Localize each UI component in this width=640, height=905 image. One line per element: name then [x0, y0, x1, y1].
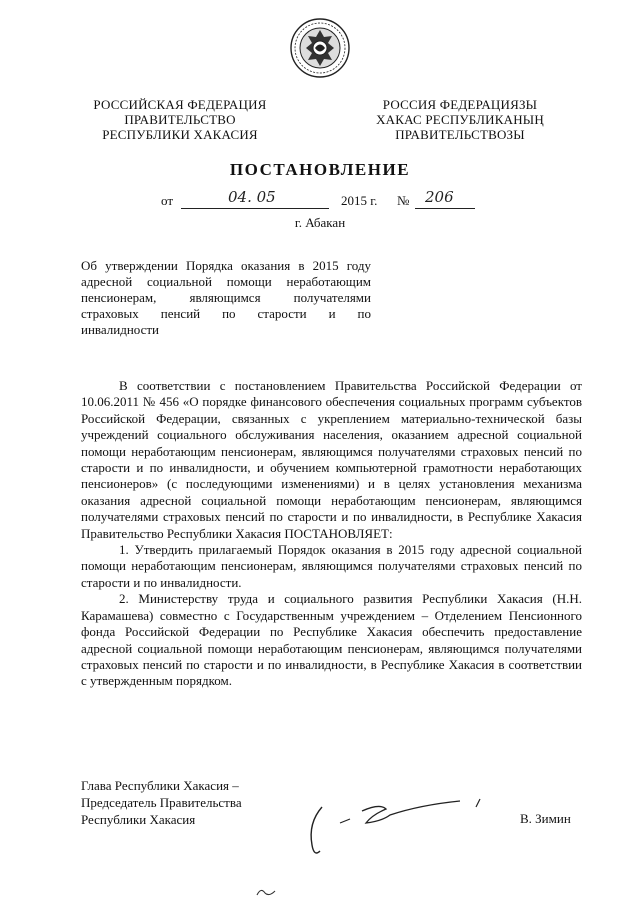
signatory-title-line: Председатель Правительства — [81, 795, 242, 810]
header-right-line: ПРАВИТЕЛЬСТВОЗЫ — [395, 127, 525, 142]
signatory-title-line: Глава Республики Хакасия – — [81, 778, 239, 793]
header-left-line: РЕСПУБЛИКИ ХАКАСИЯ — [102, 127, 258, 142]
handwritten-date: 04. 05 — [228, 188, 276, 206]
subject-line: инвалидности — [81, 322, 160, 337]
city-name: г. Абакан — [294, 215, 346, 230]
header-left — [60, 97, 300, 142]
header-left-line: РОССИЙСКАЯ ФЕДЕРАЦИЯ — [93, 97, 267, 112]
coat-of-arms-icon — [289, 17, 351, 79]
subject-line: пенсионерам, являющимся получателями — [81, 290, 371, 305]
body-paragraph: 1. Утвердить прилагаемый Порядок оказания в 2015 году адресной социальной помощи неработающим пенсионерам, являющимся получателями страховых пенсий по старости и по инвалидности. — [81, 542, 582, 590]
document-title: ПОСТАНОВЛЕНИЕ — [229, 160, 411, 179]
handwritten-number: 206 — [425, 188, 454, 206]
body-paragraph: В соответствии с постановлением Правительства Российской Федерации от 10.06.2011 № 456 «О порядке финансового обеспечения социальных программ субъектов Российской Федерации, связанных с укреплением материально-технической базы учреждений социального обслуживания населения, оказанием адресной социальной помощи неработающим пенсионерам, являющимся получателями страховых пенсий по старости и по инвалидности, и обучением компьютерной грамотности неработающих пенсионеров» (с последующими изменениями) и в целях установления механизма оказания адресной социальной помощи неработающим пенсионерам, являющимся получателями страховых пенсий по старости и по инвалидности, в Республике Хакасия Правительство Республики Хакасия ПОСТАНОВЛЯЕТ: — [81, 378, 582, 541]
date-year: 2015 г. — [341, 193, 378, 208]
body-paragraph: 2. Министерству труда и социального развития Республики Хакасия (Н.Н. Карамашева) совместно с Государственным учреждением – Отделением Пенсионного фонда Российской Федерации по Республике Хакасия обеспечить предоставление адресной социальной помощи неработающим пенсионерам, являющимся получателями страховых пенсий по старости и по инвалидности, в Республике Хакасия в соответствии с утвержденным порядком. — [81, 591, 582, 689]
date-prefix: от — [161, 193, 174, 208]
handwritten-signature — [300, 785, 500, 865]
header-right — [340, 97, 580, 142]
subject-line: Об утверждении Порядка оказания в 2015 году — [81, 258, 371, 273]
handwritten-mark — [253, 883, 283, 901]
signatory-title — [81, 777, 281, 828]
subject-line: страховых пенсий по старости и по — [81, 306, 371, 321]
header-right-line: ХАКАС РЕСПУБЛИКАНЫҢ — [376, 112, 544, 127]
document-body — [81, 378, 582, 690]
signatory-name: В. Зимин — [520, 811, 571, 826]
header-left-line: ПРАВИТЕЛЬСТВО — [124, 112, 236, 127]
subject-line: адресной социальной помощи неработающим — [81, 274, 371, 289]
number-label: № — [397, 193, 410, 208]
signatory-title-line: Республики Хакасия — [81, 812, 196, 827]
document-subject — [81, 258, 371, 338]
header-right-line: РОССИЯ ФЕДЕРАЦИЯЗЫ — [382, 97, 538, 112]
